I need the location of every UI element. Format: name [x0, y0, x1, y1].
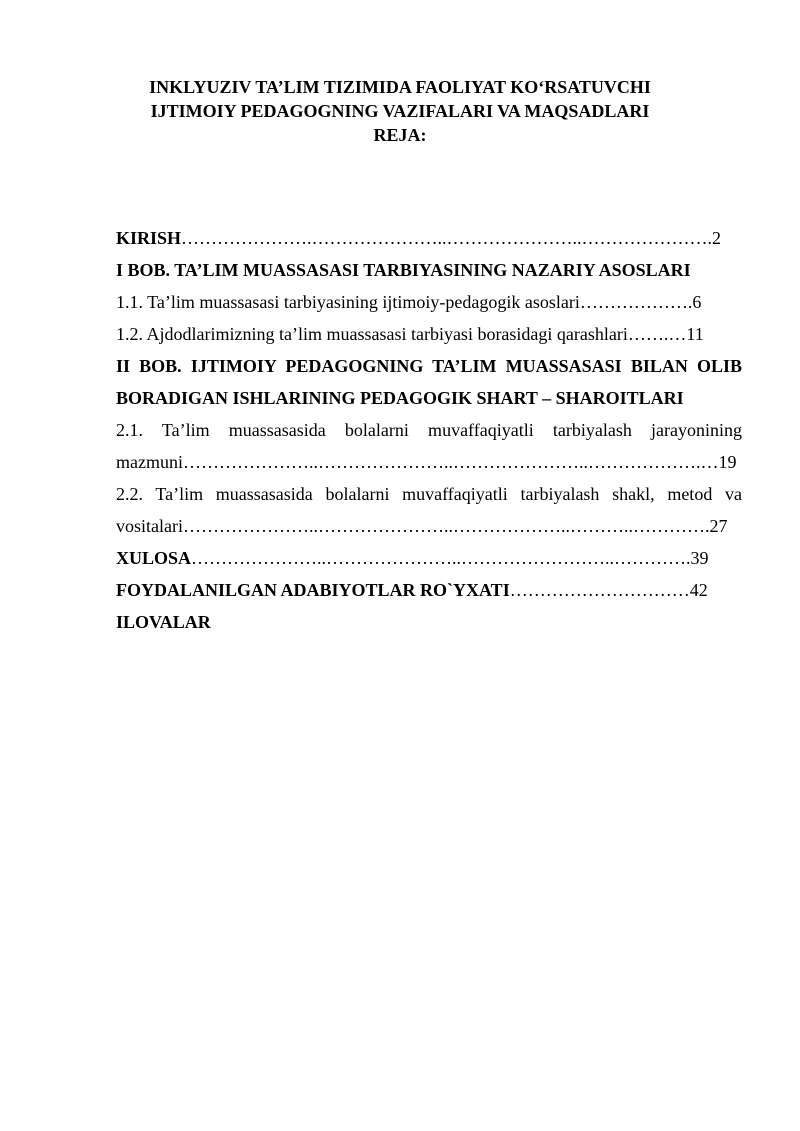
toc-entry-adabiyotlar — [116, 574, 742, 606]
document-title — [100, 75, 700, 147]
toc-entry-2-2-line-2 — [116, 510, 742, 542]
toc-entry-label: mazmuni — [116, 452, 183, 472]
toc-entry-label: XULOSA — [116, 548, 192, 568]
toc-entry-xulosa — [116, 542, 742, 574]
toc-leader-dots: …….… — [627, 324, 687, 344]
toc-leader-dots: …………………..…………………..……………………..…………. — [191, 548, 691, 568]
toc-page-number: 2 — [712, 228, 722, 248]
table-of-contents — [116, 222, 742, 638]
toc-leader-dots: ………………. — [579, 292, 693, 312]
toc-entry-1-2 — [116, 318, 742, 350]
toc-page-number: 19 — [718, 452, 737, 472]
toc-entry-label: 1.2. Ajdodlarimizning ta’lim muassasasi tarbiyasi borasidagi qarashlari — [116, 324, 628, 344]
toc-leader-dots: …………………..…………………..………………..………..…………. — [182, 516, 710, 536]
toc-entry-2-2-line-1: 2.2. Ta’lim muassasasida bolalarni muvaffaqiyatli tarbiyalash shakl, metod va — [116, 484, 742, 504]
toc-entry-1-1 — [116, 286, 742, 318]
toc-page-number: 39 — [690, 548, 709, 568]
toc-entry-label: vositalari — [116, 516, 183, 536]
toc-leader-dots: ………………….…………………..…………………..…………………. — [181, 228, 713, 248]
toc-page-number: 42 — [689, 580, 708, 600]
plan-heading: REJA: — [373, 125, 427, 145]
toc-page-number: 27 — [709, 516, 728, 536]
toc-chapter-1: I BOB. TA’LIM MUASSASASI TARBIYASINING NAZARIY ASOSLARI — [116, 260, 691, 280]
toc-entry-ilovalar: ILOVALAR — [116, 612, 211, 632]
title-line-1: INKLYUZIV TA’LIM TIZIMIDA FAOLIYAT KO‘RSATUVCHI — [149, 77, 651, 97]
title-line-2: IJTIMOIY PEDAGOGNING VAZIFALARI VA MAQSADLARI — [150, 101, 650, 121]
toc-page-number: 6 — [692, 292, 702, 312]
toc-chapter-2-line-2: BORADIGAN ISHLARINING PEDAGOGIK SHART – SHAROITLARI — [116, 388, 684, 408]
toc-leader-dots: ………………………… — [509, 580, 690, 600]
toc-entry-2-1-line-1: 2.1. Ta’lim muassasasida bolalarni muvaffaqiyatli tarbiyalash jarayonining — [116, 420, 742, 440]
toc-entry-label: 1.1. Ta’lim muassasasi tarbiyasining ijtimoiy-pedagogik asoslari — [116, 292, 580, 312]
toc-chapter-2-line-1: II BOB. IJTIMOIY PEDAGOGNING TA’LIM MUASSASASI BILAN OLIB — [116, 356, 742, 376]
toc-entry-2-1-line-2 — [116, 446, 742, 478]
toc-entry-label: KIRISH — [116, 228, 182, 248]
toc-page-number: 11 — [686, 324, 704, 344]
toc-leader-dots: …………………..…………………..…………………..……………….… — [182, 452, 719, 472]
toc-entry-kirish — [116, 222, 742, 254]
toc-entry-label: FOYDALANILGAN ADABIYOTLAR RO`YXATI — [116, 580, 510, 600]
